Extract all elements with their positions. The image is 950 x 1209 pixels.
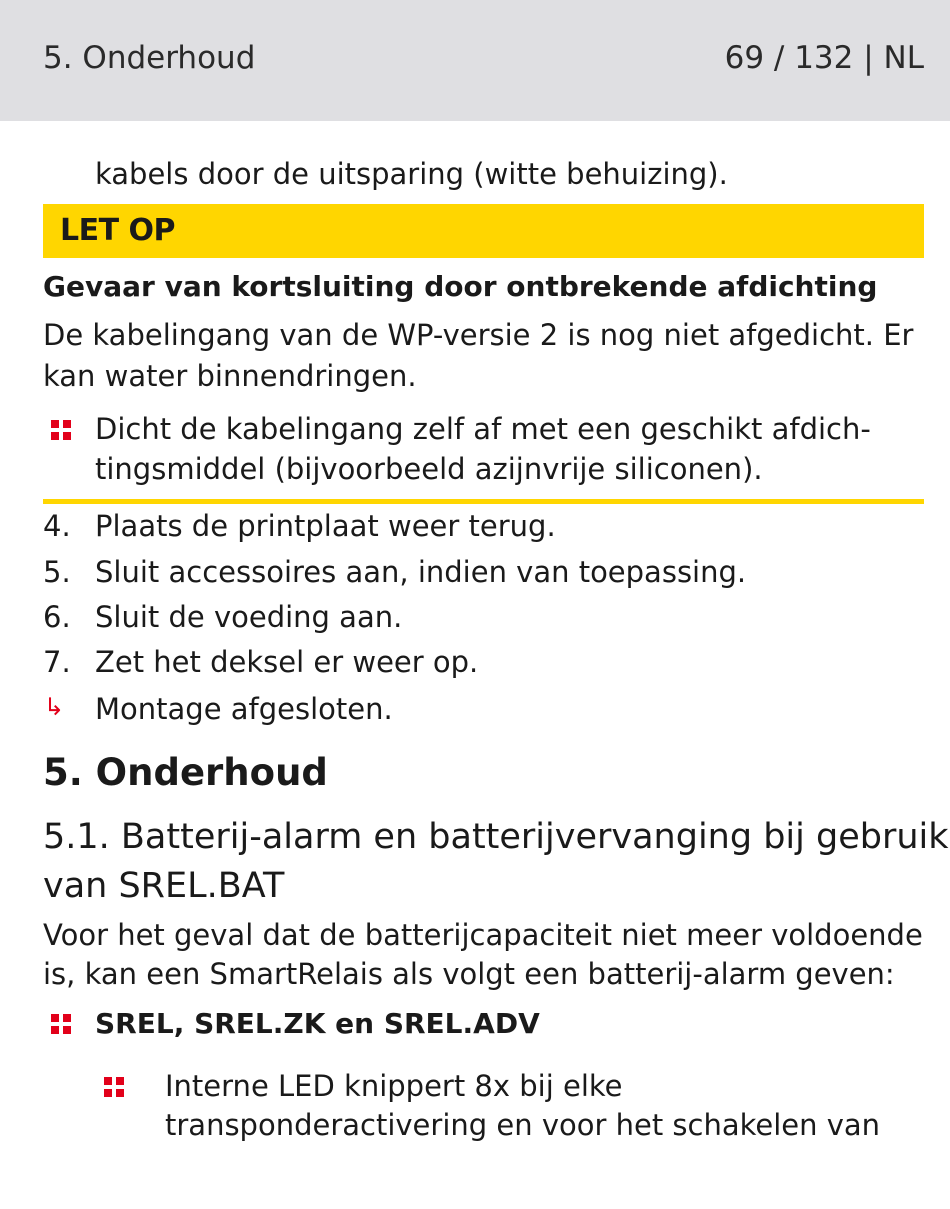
notice-bullet-line-2: tingsmiddel (bijvoorbeeld azijnvrije siliconen). <box>95 452 763 486</box>
notice-label: LET OP <box>60 213 176 248</box>
result-arrow-icon: ↳ <box>44 693 65 721</box>
step-number: 4. <box>43 509 71 543</box>
step-text: Plaats de printplaat weer terug. <box>95 509 556 543</box>
step-number: 6. <box>43 600 71 634</box>
step-number: 5. <box>43 555 71 589</box>
step-text: Zet het deksel er weer op. <box>95 645 479 679</box>
notice-body-line-1: De kabelingang van de WP-versie 2 is nog niet afgedicht. Er <box>43 318 914 352</box>
notice-title: Gevaar van kortsluiting door ontbrekende afdichting <box>43 270 878 303</box>
section-heading: 5. Onderhoud <box>43 751 328 794</box>
subsection-heading-line-1: 5.1. Batterij-alarm en batterijvervanging bij gebruik <box>43 817 949 857</box>
continued-text: kabels door de uitsparing (witte behuizing). <box>95 157 728 191</box>
notice-bullet-line-1: Dicht de kabelingang zelf af met een geschikt afdich- <box>95 412 871 446</box>
step-text: Sluit accessoires aan, indien van toepassing. <box>95 555 747 589</box>
header-page-info: 69 / 132 | NL <box>724 40 924 76</box>
subsection-heading-line-2: van SREL.BAT <box>43 866 285 906</box>
red-bullet-icon <box>104 1077 124 1097</box>
notice-body-line-2: kan water binnendringen. <box>43 359 417 393</box>
notice-end-divider <box>43 499 924 504</box>
step-number: 7. <box>43 645 71 679</box>
page-header <box>0 0 950 121</box>
header-section-title: 5. Onderhoud <box>43 40 256 76</box>
result-text: Montage afgesloten. <box>95 692 393 726</box>
red-bullet-icon <box>51 1014 71 1034</box>
intro-line-1: Voor het geval dat de batterijcapaciteit niet meer voldoende <box>43 918 923 952</box>
red-bullet-icon <box>51 420 71 440</box>
step-text: Sluit de voeding aan. <box>95 600 403 634</box>
list-item: SREL, SREL.ZK en SREL.ADV <box>95 1007 540 1040</box>
notice-banner <box>43 204 924 258</box>
sub-item-line-1: Interne LED knippert 8x bij elke <box>165 1069 623 1103</box>
intro-line-2: is, kan een SmartRelais als volgt een batterij-alarm geven: <box>43 957 895 991</box>
sub-item-line-2: transponderactivering en voor het schakelen van <box>165 1108 881 1142</box>
